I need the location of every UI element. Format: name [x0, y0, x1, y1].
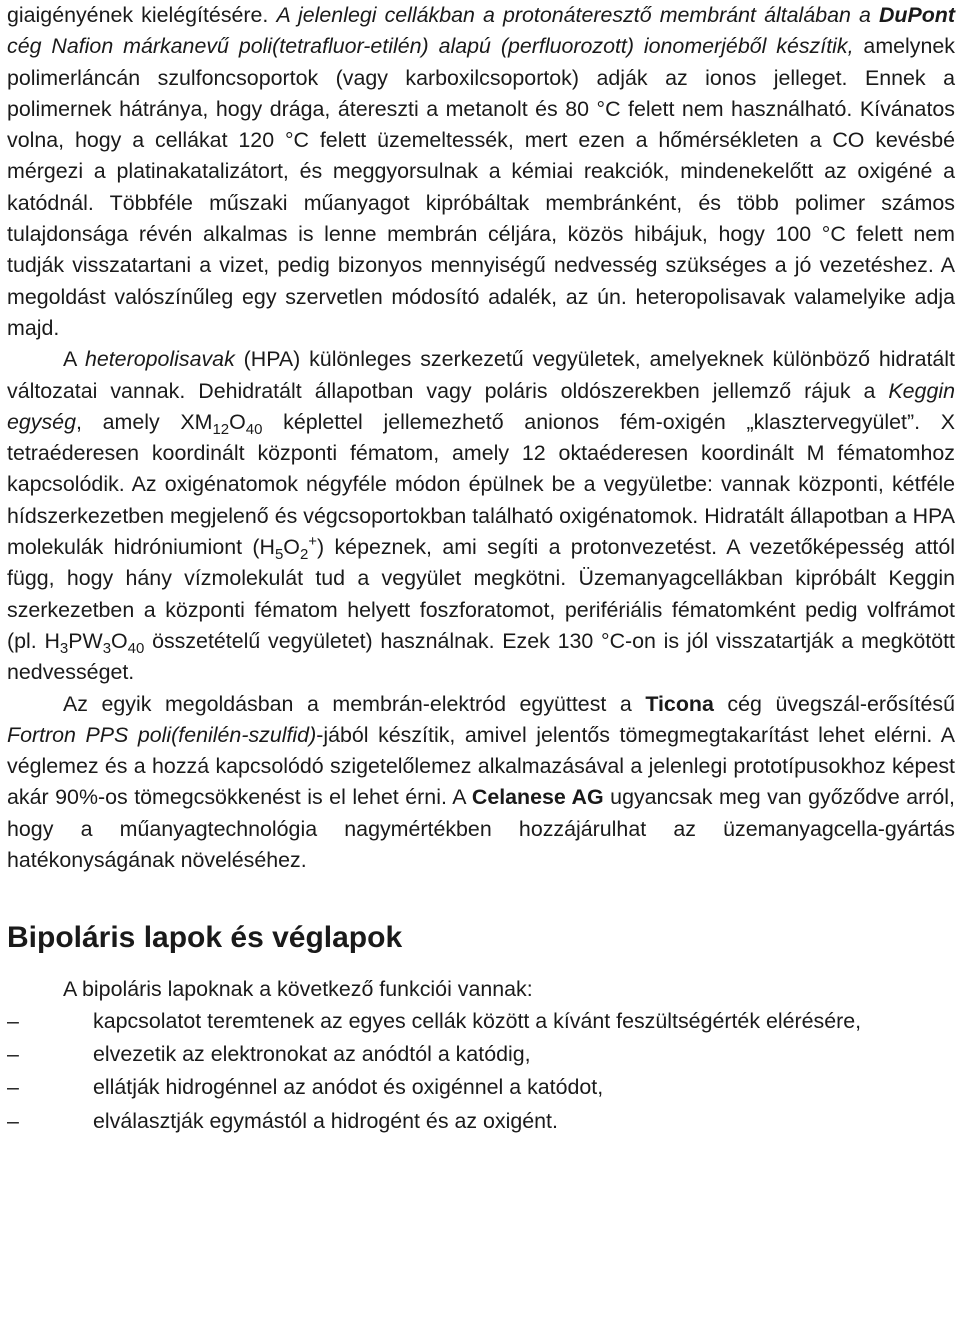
- text-run: ) képeznek, ami segíti a protonvezetést. A vezetőképesség attól függ, hogy hány vízmolekulát tud a vegyület megkötni. Üzemanyagcellákban kipróbált Keggin szerkezetben a központi fématom helyett foszforatomot, perifériális fématomként pedig volfrámot (pl. H: [7, 535, 955, 653]
- text-run: (HPA) különleges szerkezetű vegyületek, amelyeknek különböző hidratált változatai vannak. Dehidratált állapotban vagy poláris oldószerekben jellemző rájuk a: [7, 347, 955, 403]
- section-heading: Bipoláris lapok és véglapok: [7, 921, 403, 955]
- text-run-italic: A jelenlegi cellákban a protonáteresztő membránt általában a: [276, 3, 879, 27]
- text-run: O: [229, 409, 246, 434]
- subscript: 12: [212, 421, 230, 439]
- paragraph-heteropolyacids: [7, 344, 955, 688]
- subscript: 3: [59, 640, 69, 658]
- term-heteropolisavak: heteropolisavak: [84, 347, 235, 372]
- company-name-dupont: DuPont: [878, 3, 955, 27]
- subscript: 2: [299, 546, 309, 564]
- subscript: 40: [127, 640, 145, 658]
- text-run: , amely XM: [75, 409, 213, 434]
- list-item-text: elvezetik az elektronokat az anódtól a katódig,: [93, 1041, 531, 1066]
- term-keggin-egyseg: Keggin egység: [7, 378, 955, 434]
- text-run: giaigényének kielégítésére.: [7, 3, 277, 27]
- dash-bullet: –: [7, 1075, 19, 1100]
- dash-bullet: –: [7, 1108, 19, 1133]
- superscript: +: [308, 532, 318, 550]
- text-run: PW: [68, 628, 103, 653]
- paragraph-nafion-membrane: [7, 0, 955, 344]
- text-run: O: [111, 628, 128, 653]
- text-run: O: [283, 535, 300, 560]
- list-item-text: ellátják hidrogénnel az anódot és oxigénnel a katódot,: [93, 1075, 604, 1100]
- text-run: amelynek polimerláncán szulfoncsoportok (vagy karboxilcsoportok) adják az ionos jelleget. Ennek a polimernek hátránya, hogy drága, átereszti a metanolt és 80 °C felett nem használható. Kívánatos volna, hogy a cellákat 120 °C felett üzemeltessék, mert ezen a hőmérsékleten a CO kevésbé mérgezi a platinakatalizátort, és meggyorsulnak a kémiai reakciók, mindenekelőtt az oxigéné a katódnál. Többféle műszaki műanyagot kipróbáltak membránként, és több polimer számos tulajdonsága révén alkalmas is lenne membrán céljára, közös hibájuk, hogy 100 °C felett nem tudják visszatartani a vizet, pedig bizonyos mennyiségű nedvesség szükséges a jó vezetéshez. A megoldást valószínűleg egy szervetlen módosító adalék, az ún. heteropolisavak valamelyike adja majd.: [7, 34, 955, 340]
- list-item-text: kapcsolatot teremtenek az egyes cellák között a kívánt feszültségérték elérésére,: [93, 1008, 862, 1033]
- list-item: [7, 1106, 955, 1137]
- company-name-ticona: Ticona: [645, 691, 714, 716]
- text-run: összetételű vegyületet) használnak. Ezek 130 °C-on is jól visszatartják a megkötött nedvességet.: [7, 628, 955, 685]
- list-item: [7, 1072, 955, 1103]
- list-item-text: elválasztják egymástól a hidrogént és az oxigént.: [93, 1108, 558, 1133]
- text-run: -jából készítik, amivel jelentős tömegmegtakarítást lehet elérni. A véglemez és a hozzá kapcsolódó szigetelőlemez alkalmazásával a jelenlegi prototípusokhoz képest akár 90%-os tömegcsökkenést is el lehet érni. A: [7, 722, 955, 810]
- dash-bullet: –: [7, 1041, 19, 1066]
- list-item: [7, 1039, 955, 1070]
- subscript: 40: [245, 421, 263, 439]
- text-run: A: [63, 347, 85, 372]
- paragraph-ticona-celanese: [7, 689, 955, 877]
- dash-bullet: –: [7, 1008, 19, 1033]
- document-page: [7, 0, 955, 1139]
- text-run: képlettel jellemezhető anionos fém-oxigén „klasztervegyület”. X tetraéderesen koordinált központi fématom, amely 12 oktaéderesen koordinált M fématomhoz kapcsolódik. Az oxigénatomok négyféle módon épülnek be a vegyületbe: vannak központi, kétféle hídszerkezetben megjelenő és végcsoportokban található oxigénatomok. Hidratált állapotban a HPA molekulák hidróniumiont (H: [7, 409, 955, 560]
- text-run: cég üvegszál-erősítésű: [713, 691, 955, 716]
- section-intro: A bipoláris lapoknak a következő funkciói vannak:: [63, 977, 533, 1002]
- text-run: ugyancsak meg van győződve arról, hogy a műanyagtechnológia nagymértékben hozzájárulhat az üzemanyagcella-gyártás hatékonyságának növeléséhez.: [7, 785, 955, 873]
- text-run-italic: cég Nafion márkanevű poli(tetrafluor-etilén) alapú (perfluorozott) ionomerjéből készítik,: [7, 34, 854, 59]
- text-run: Az egyik megoldásban a membrán-elektród együttest a: [63, 691, 646, 716]
- material-name-fortron: Fortron PPS poli(fenilén-szulfid): [7, 722, 317, 747]
- list-item: [7, 1006, 955, 1037]
- company-name-celanese: Celanese AG: [471, 785, 604, 810]
- function-list: [7, 1006, 955, 1137]
- subscript: 5: [274, 546, 284, 564]
- subscript: 3: [102, 640, 112, 658]
